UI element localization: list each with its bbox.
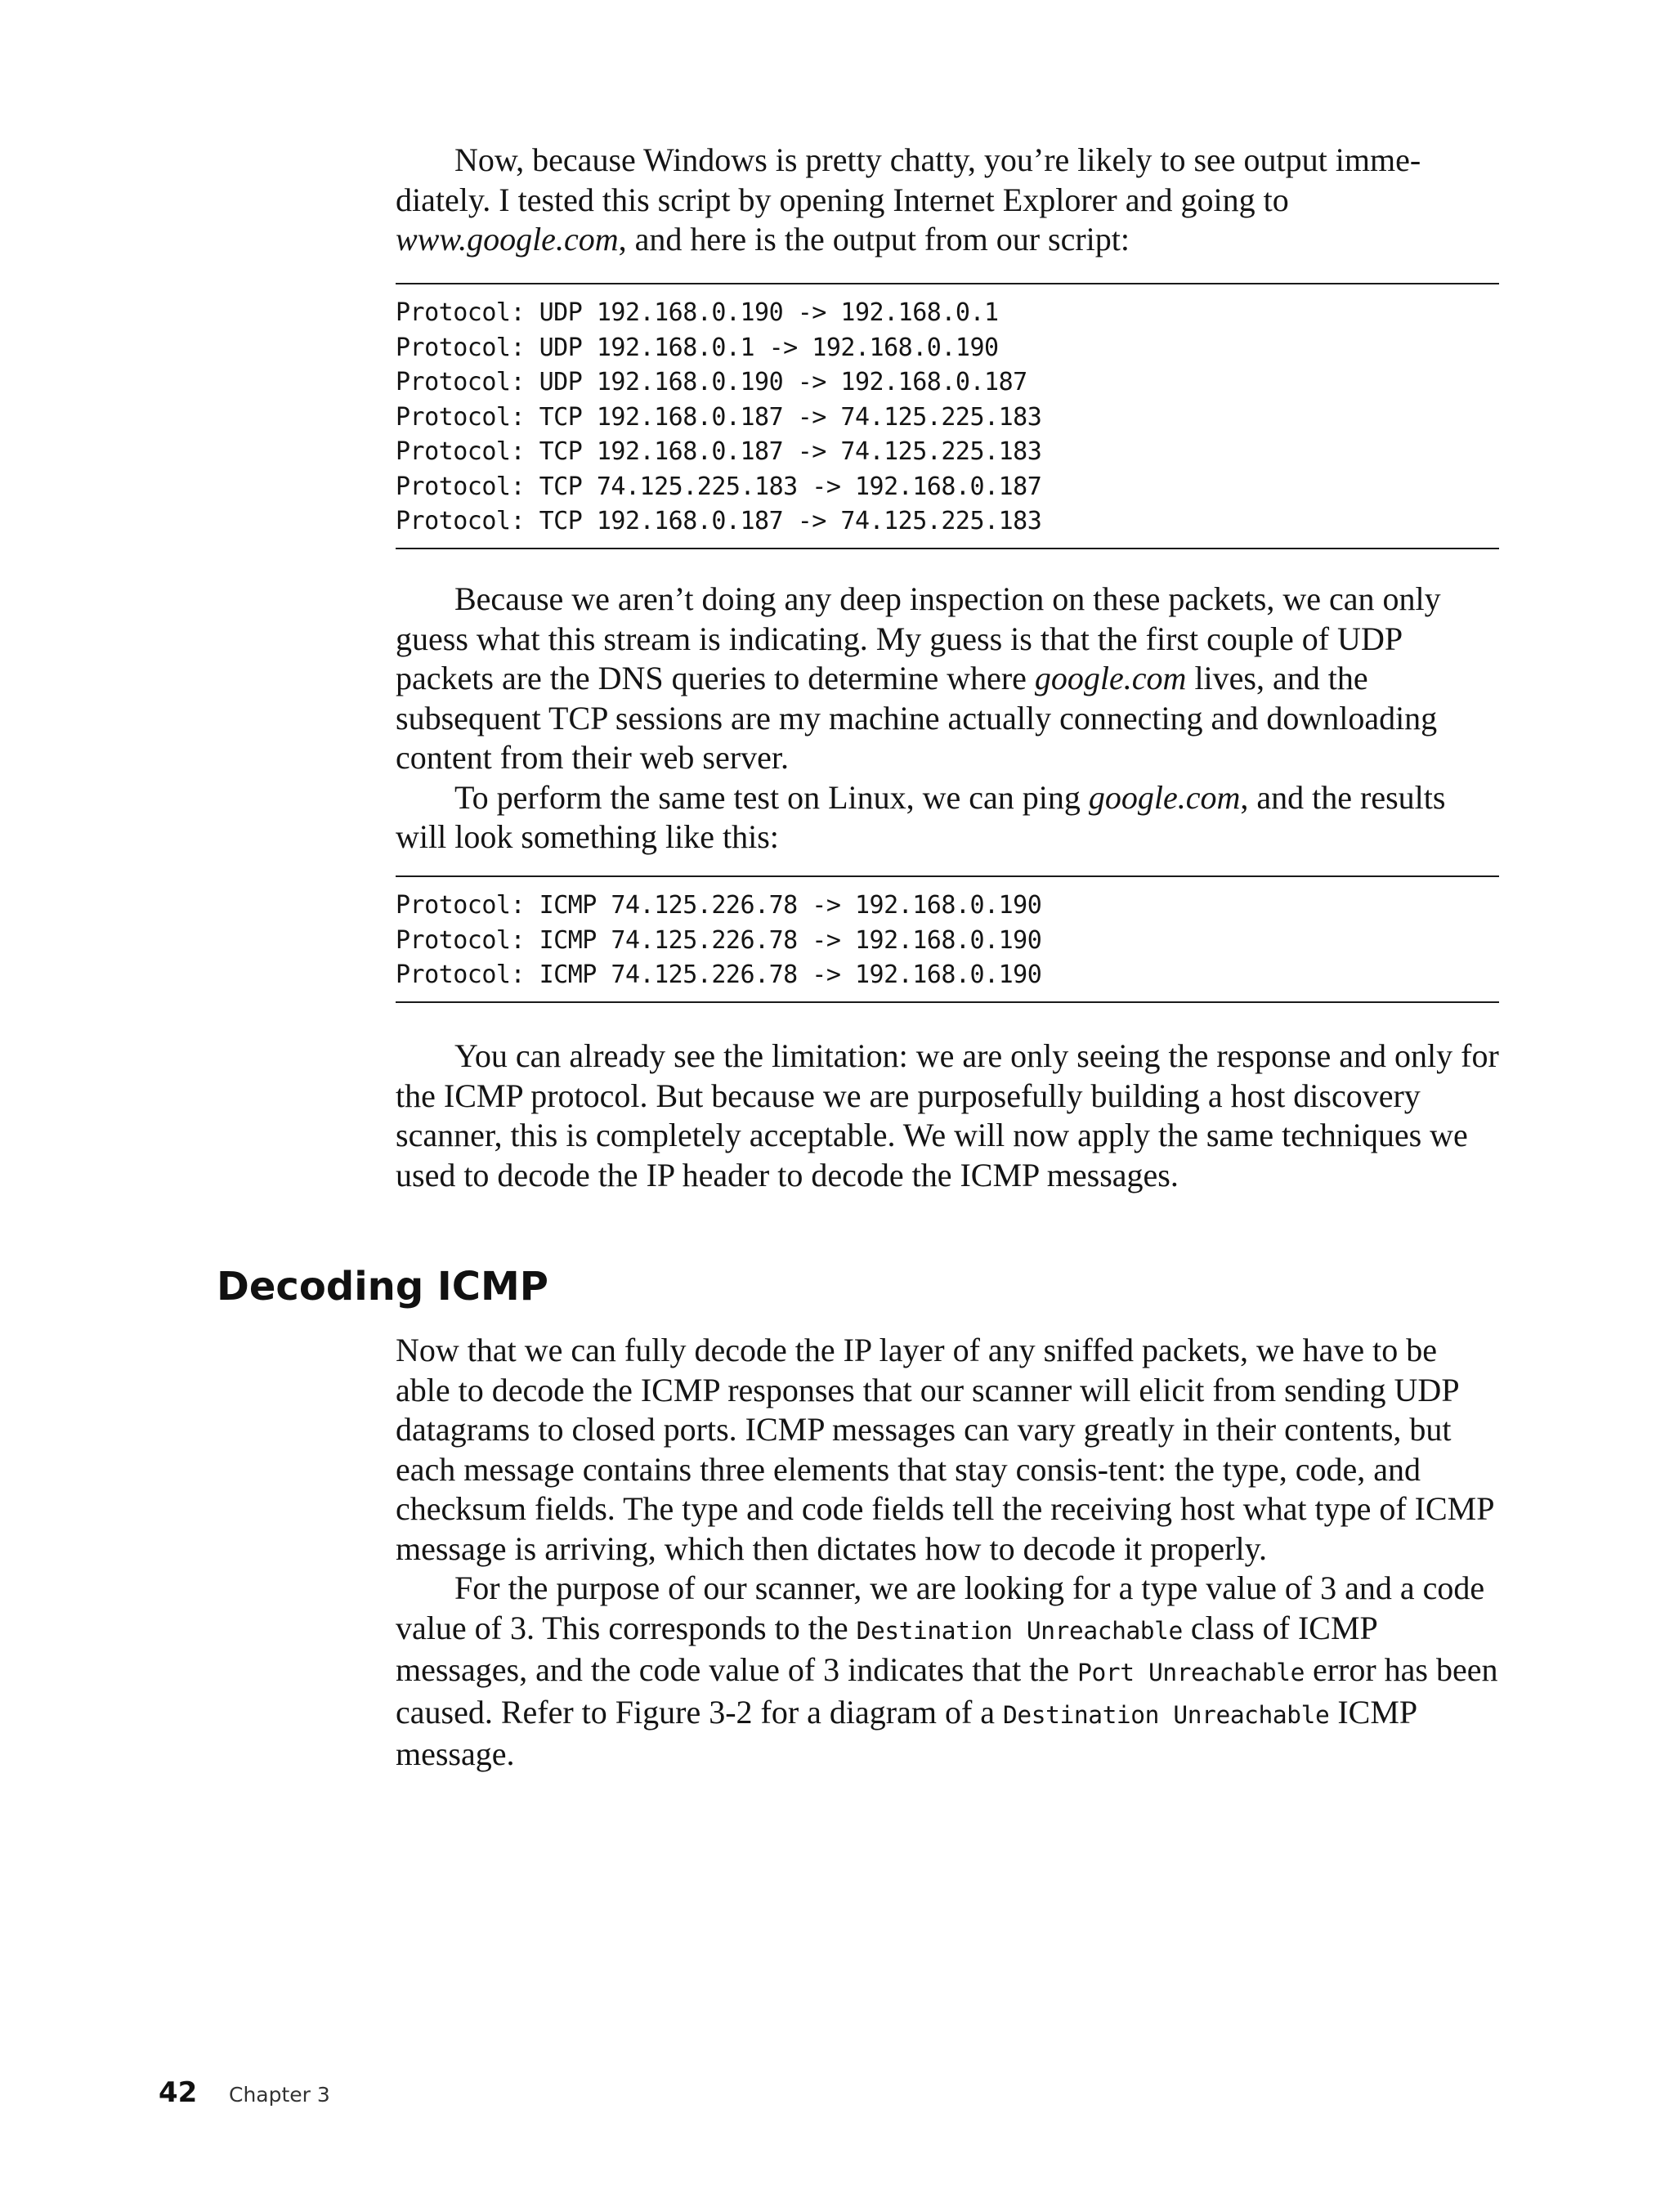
domain-google-com: google.com	[1034, 660, 1187, 696]
para6-text-a: For the purpose of our scanner, we are looking for a type value of 3 and a code value of 3. This corresponds to the	[396, 1569, 1485, 1646]
code-line: Protocol: UDP 192.168.0.190 -> 192.168.0.1	[396, 298, 999, 327]
section-heading: Decoding ICMP	[217, 1264, 548, 1310]
code-line: Protocol: ICMP 74.125.226.78 -> 192.168.0.190	[396, 960, 1042, 989]
page-number: 42	[159, 2076, 198, 2109]
paragraph-limitation	[396, 1037, 1499, 1195]
paragraph-3	[396, 778, 1499, 857]
paragraph-4: You can already see the limitation: we are only seeing the response and only for the ICMP protocol. But because we are purposefully building a host discovery scanner, this is completely acceptable. We will now apply the same techniques we used to decode the IP header to decode the ICMP messages.	[396, 1037, 1499, 1193]
code-block-linux-output	[396, 875, 1499, 1003]
para3-text-b: , and the results will look something like this:	[396, 778, 1446, 855]
paragraph-2	[396, 580, 1499, 778]
inline-code-destination-unreachable: Destination Unreachable	[856, 1616, 1183, 1645]
code-line: Protocol: UDP 192.168.0.190 -> 192.168.0.187	[396, 368, 1027, 396]
paragraph-6	[396, 1569, 1499, 1775]
code-line: Protocol: TCP 192.168.0.187 -> 74.125.225.183	[396, 507, 1042, 535]
para6-text-d: ICMP message.	[396, 1693, 1417, 1772]
code-line: Protocol: TCP 192.168.0.187 -> 74.125.225.183	[396, 437, 1042, 466]
para3-text-a: To perform the same test on Linux, we can ping	[454, 778, 1089, 816]
paragraph-intro	[396, 141, 1499, 260]
domain-google-com: google.com	[1088, 778, 1241, 816]
para2-text-a: Because we aren’t doing any deep inspection on these packets, we can only guess what this stream is indicating. My guess is that the first couple of UDP packets are the DNS queries to determine where	[396, 580, 1441, 696]
code-line: Protocol: TCP 74.125.225.183 -> 192.168.0.187	[396, 472, 1042, 501]
url-www-google-com: www.google.com	[396, 221, 619, 257]
paragraph-5: Now that we can fully decode the IP layer of any sniffed packets, we have to be able to decode the ICMP responses that our scanner will elicit from sending UDP datagrams to closed ports. ICMP messages can vary greatly in their contents, but each message contains three elements that stay consis-tent: the type, code, and checksum fields. The type and code fields tell the receiving host what type of ICMP message is arriving, which then dictates how to decode it properly.	[396, 1332, 1493, 1567]
paragraph-analysis	[396, 580, 1499, 857]
code-block-windows-output	[396, 283, 1499, 549]
code-line: Protocol: TCP 192.168.0.187 -> 74.125.225.183	[396, 402, 1042, 432]
code-line: Protocol: UDP 192.168.0.1 -> 192.168.0.190	[396, 333, 999, 362]
paragraph-1	[396, 141, 1499, 260]
para6-text-b: class of ICMP messages, and the code value of 3 indicates that the	[396, 1609, 1377, 1688]
para1-text-b: , and here is the output from our script:	[618, 221, 1130, 257]
code-line: Protocol: ICMP 74.125.226.78 -> 192.168.0.190	[396, 925, 1042, 955]
chapter-label: Chapter 3	[229, 2083, 330, 2107]
para2-text-b: lives, and the subsequent TCP sessions are my machine actually connecting and downloading content from their web server.	[396, 660, 1438, 776]
paragraph-decoding	[396, 1331, 1499, 1775]
inline-code-destination-unreachable: Destination Unreachable	[1003, 1700, 1330, 1729]
code-line: Protocol: ICMP 74.125.226.78 -> 192.168.0.190	[396, 891, 1042, 920]
para1-text-a: Now, because Windows is pretty chatty, you’re likely to see output imme-diately. I tested this script by opening Internet Explorer and going to	[396, 141, 1421, 218]
inline-code-port-unreachable: Port Unreachable	[1077, 1659, 1305, 1686]
para6-text-c: error has been caused. Refer to Figure 3-2 for a diagram of a	[396, 1651, 1498, 1731]
